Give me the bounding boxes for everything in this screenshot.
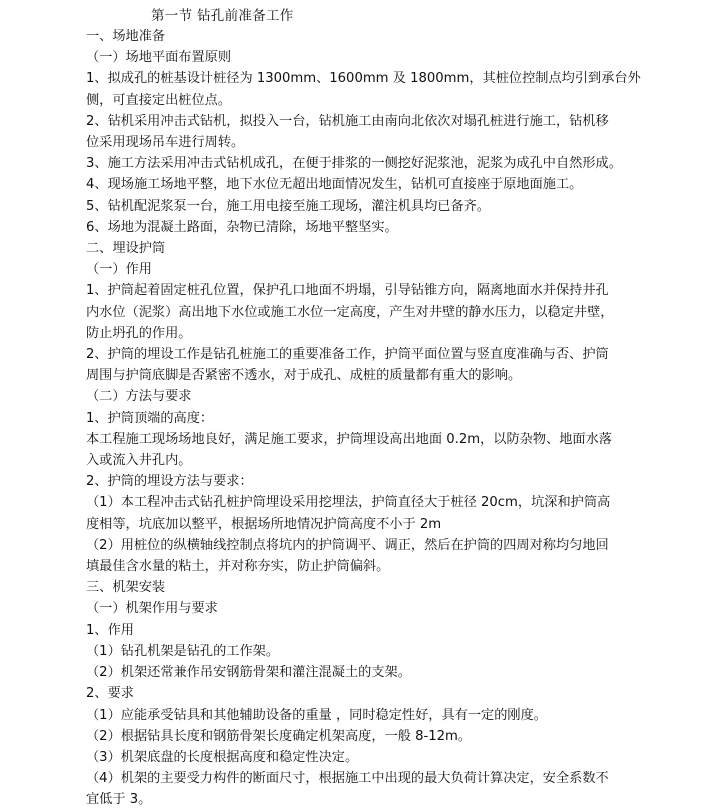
document-line: 侧，可直接定出桩位点。 (86, 92, 232, 108)
document-line: 4、现场施工场地平整，地下水位无超出地面情况发生，钻机可直接座于原地面施工。 (86, 177, 583, 193)
document-line: 1、护筒起着固定桩孔位置，保护孔口地面不坍塌，引导钻锥方向，隔离地面水并保持井孔 (86, 283, 609, 299)
document-line: 一、场地准备 (86, 29, 166, 44)
document-line: 位采用现场吊车进行周转。 (86, 135, 245, 151)
document-line: 5、钻机配泥浆泵一台，施工用电接至施工现场，灌注机具均已备齐。 (86, 198, 491, 214)
document-line: （一）机架作用与要求 (86, 601, 218, 617)
document-line: （2）根据钻具长度和钢筋骨架长度确定机架高度，一般 8-12m。 (86, 728, 472, 744)
document-line: （1）钻孔机架是钻孔的工作架。 (86, 643, 280, 659)
document-line: （4）机架的主要受力构件的断面尺寸，根据施工中出现的最大负荷计算决定，安全系数不 (86, 771, 609, 787)
document-line: （2）机架还常兼作吊安钢筋骨架和灌注混凝土的支架。 (86, 665, 411, 681)
document-line: 2、钻机采用冲击式钻机，拟投入一台，钻机施工由南向北依次对塌孔桩进行施工，钻机移 (86, 113, 609, 129)
document-line: 入或流入井孔内。 (86, 453, 192, 469)
document-body (86, 26, 715, 811)
document-line: 2、护筒的埋设工作是钻孔桩施工的重要准备工作，护筒平面位置与竖直度准确与否、护筒 (86, 347, 609, 363)
document-line: 内水位（泥浆）高出地下水位或施工水位一定高度，产生对井壁的静水压力，以稳定井壁， (86, 304, 614, 320)
document-line: 6、场地为混凝土路面，杂物已清除，场地平整坚实。 (86, 219, 398, 235)
document-line: 1、拟成孔的桩基设计桩径为 1300mm、1600mm 及 1800mm，其桩位控制点均引到承台外 (86, 71, 641, 87)
document-line: 宜低于 3。 (86, 792, 152, 808)
document-line: （一）场地平面布置原则 (86, 50, 232, 66)
document-line: 周围与护筒底脚是否紧密不透水，对于成孔、成桩的质量都有重大的影响。 (86, 368, 522, 384)
document-line: （1）本工程冲击式钻孔桩护筒埋设采用挖埋法，护筒直径大于桩径 20cm，坑深和护筒高 (86, 495, 611, 511)
document-line: 本工程施工现场场地良好，满足施工要求，护筒埋设高出地面 0.2m，以防杂物、地面水落 (86, 431, 612, 447)
document-line: 1、护筒顶端的高度： (86, 410, 214, 426)
document-line: （2）用桩位的纵横轴线控制点将坑内的护筒调平、调正，然后在护筒的四周对称均匀地回 (86, 537, 609, 553)
document-line: 2、护筒的埋设方法与要求： (86, 474, 253, 490)
document-line: 2、要求 (86, 686, 134, 702)
document-line: 二、埋设护筒 (86, 241, 166, 257)
document-line: 3、施工方法采用冲击式钻机成孔，在便于排浆的一侧挖好泥浆池，泥浆为成孔中自然形成。 (86, 156, 622, 172)
document-line: （二）方法与要求 (86, 389, 192, 405)
document-line: （1）应能承受钻具和其他辅助设备的重量 ，同时稳定性好，具有一定的刚度。 (86, 707, 547, 723)
document-line: 度相等，坑底加以整平，根据场所地情况护筒高度不小于 2m (86, 516, 442, 532)
document-line: 填最佳含水量的粘土，并对称夯实，防止护筒偏斜。 (86, 559, 390, 575)
document-line: （一）作用 (86, 262, 152, 278)
document-line: 1、作用 (86, 622, 134, 638)
document-title: 第一节 钻孔前准备工作 (151, 8, 294, 24)
document-line: （3）机架底盘的长度根据高度和稳定性决定。 (86, 749, 359, 765)
document-line: 三、机架安装 (86, 580, 166, 596)
document-line: 防止坍孔的作用。 (86, 325, 192, 341)
